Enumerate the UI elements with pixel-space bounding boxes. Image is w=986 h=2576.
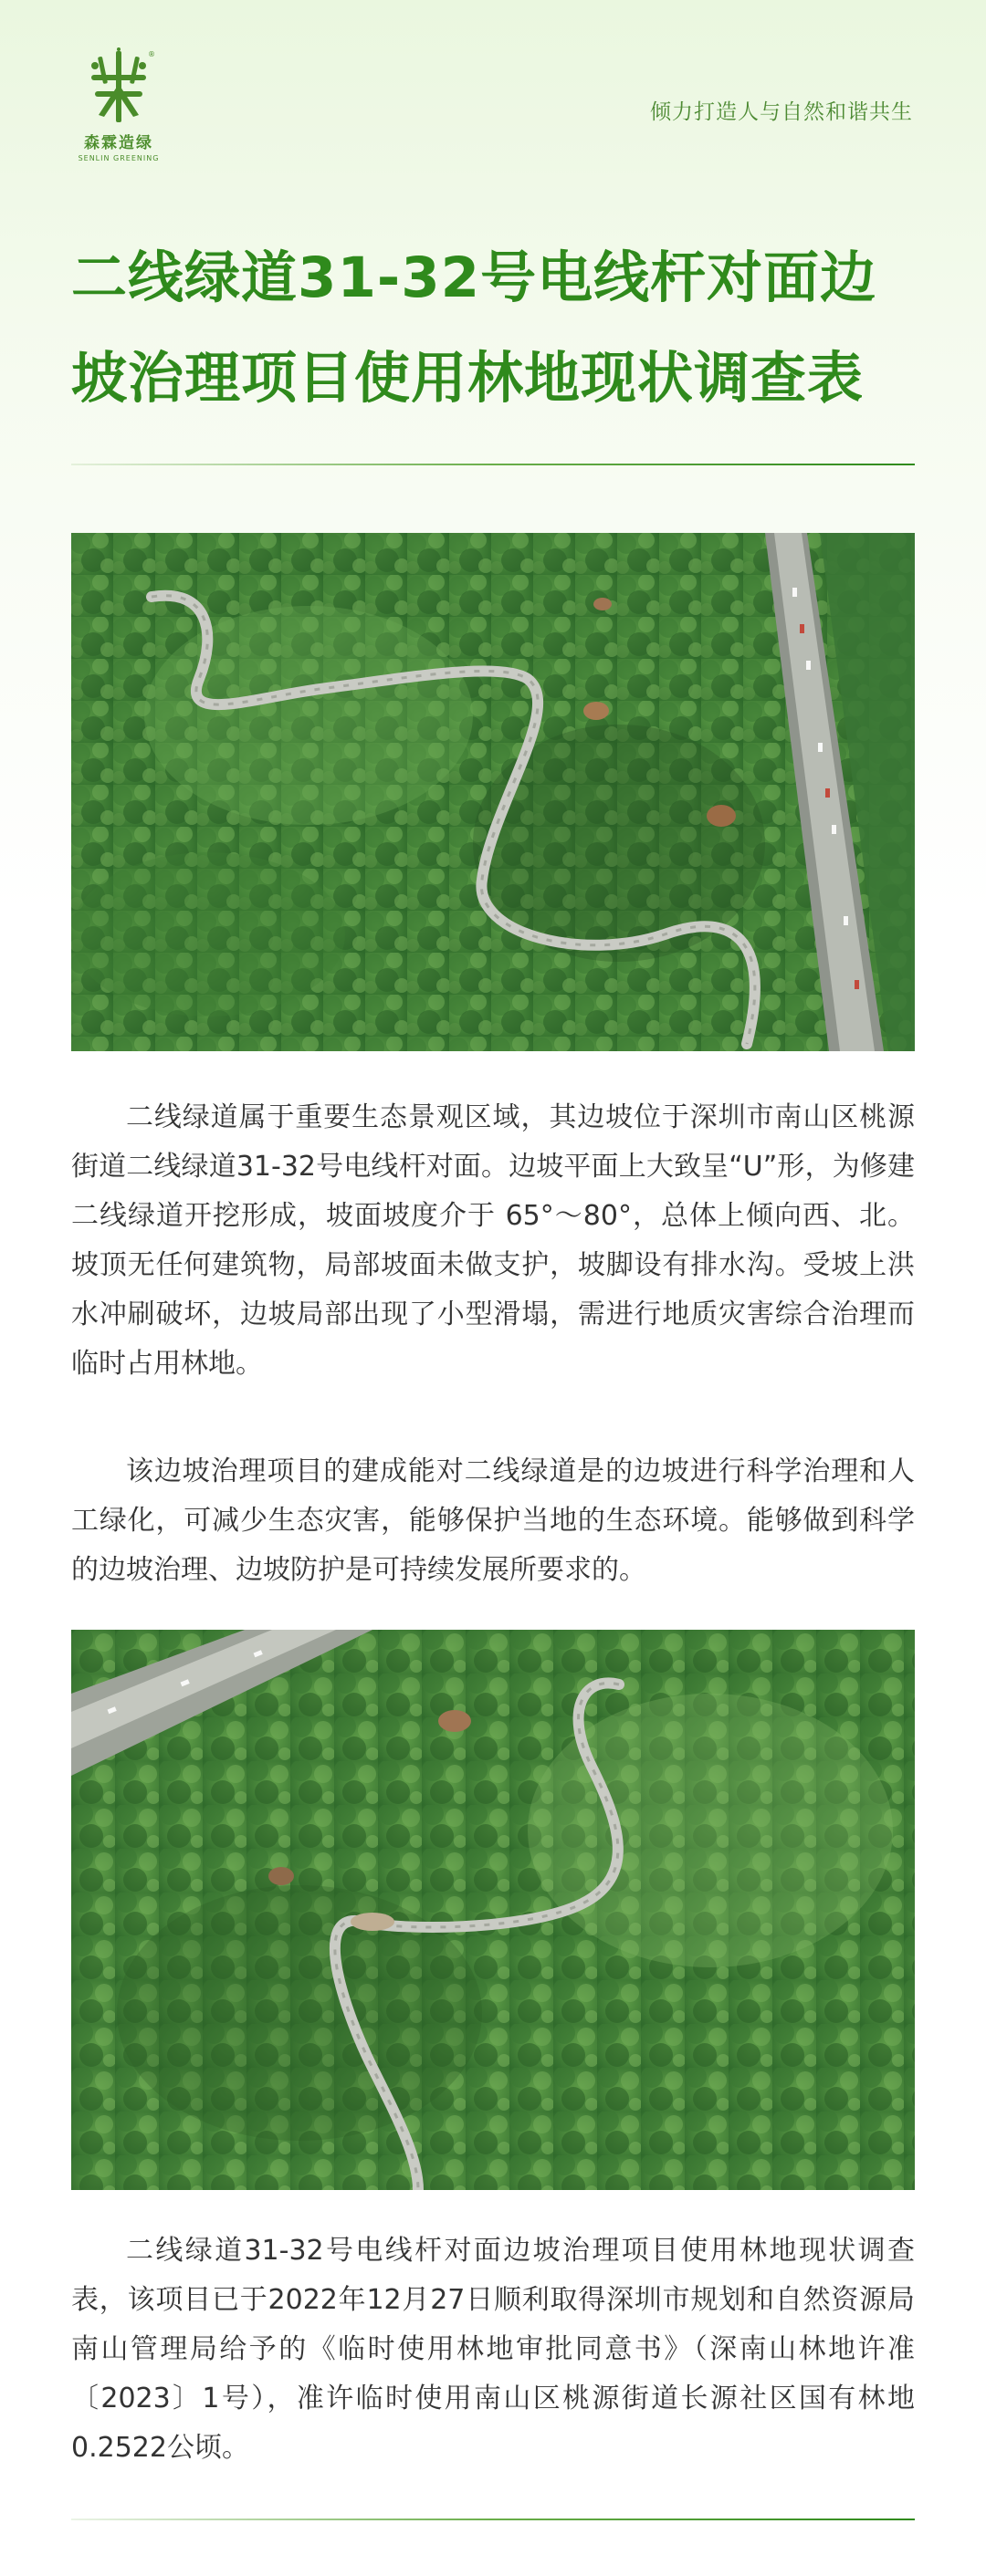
- paragraph-1: 二线绿道属于重要生态景观区域，其边坡位于深圳市南山区桃源街道二线绿道31-32号电线杆对面。边坡平面上大致呈“U”形，为修建二线绿道开挖形成，坡面坡度介于 65°～80°，总体上倾向西、北。坡顶无任何建筑物，局部坡面未做支护，坡脚设有排水沟。受坡上洪水冲刷破坏，边坡局部出现了小型滑塌，需进行地质灾害综合治理而临时占用林地。: [71, 1101, 915, 1380]
- aerial-photo-2: [71, 1630, 915, 2190]
- title-divider: [71, 464, 915, 465]
- brand-name-en: SENLIN GREENING: [78, 154, 160, 162]
- tree-logo-icon: [82, 47, 155, 126]
- aerial-photo-1-image: [71, 533, 915, 1051]
- page-title-line-2: 坡治理项目使用林地现状调查表: [71, 346, 865, 411]
- page-title-line-1: 二线绿道31-32号电线杆对面边: [71, 245, 877, 310]
- brand-name-cn: 森霖造绿: [84, 134, 153, 152]
- aerial-photo-2-image: [71, 1630, 915, 2190]
- brand-slogan: 倾力打造人与自然和谐共生: [650, 100, 913, 124]
- footer-divider: [71, 2519, 915, 2520]
- brand-logo: [71, 47, 166, 162]
- paragraph-2: 该边坡治理项目的建成能对二线绿道是的边坡进行科学治理和人工绿化，可减少生态灾害，能够保护当地的生态环境。能够做到科学的边坡治理、边坡防护是可持续发展所要求的。: [71, 1455, 915, 1586]
- page-title: [71, 228, 929, 429]
- page-header: [0, 0, 986, 173]
- paragraph-3: 二线绿道31-32号电线杆对面边坡治理项目使用林地现状调查表，该项目已于2022年12月27日顺利取得深圳市规划和自然资源局南山管理局给予的《临时使用林地审批同意书》（深南山林地许准〔2023〕1号），准许临时使用南山区桃源街道长源社区国有林地0.2522公顷。: [71, 2235, 915, 2464]
- svg-text:®: ®: [148, 50, 155, 58]
- aerial-photo-1: [71, 533, 915, 1051]
